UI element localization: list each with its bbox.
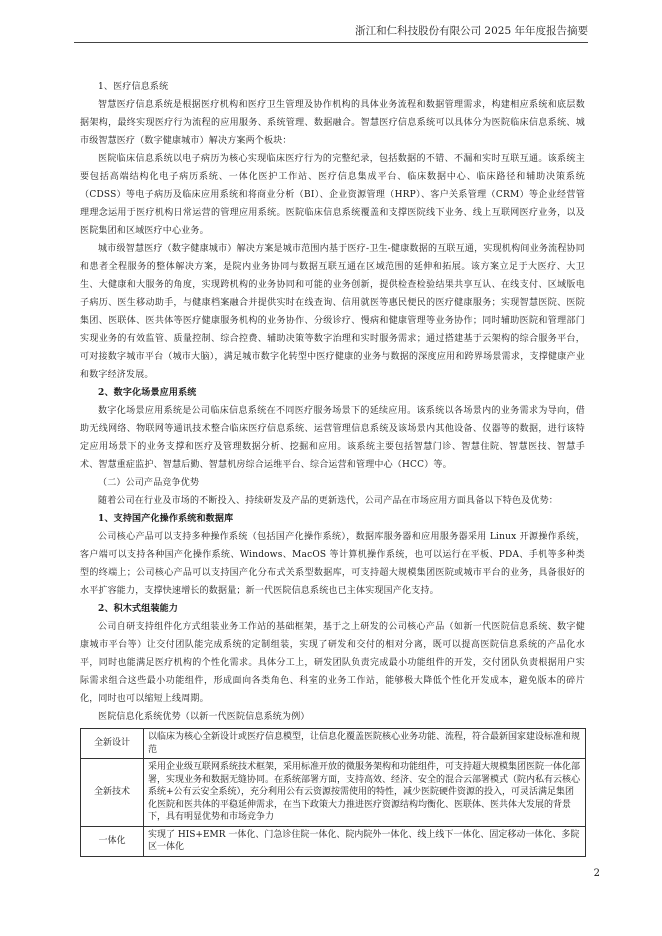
paragraph: 医院临床信息系统以电子病历为核心实现临床医疗行为的完整纪录，包括数据的不错、不漏和实时互联互通。该系统主要包括高端结构化电子病历系统、一体化医护工作站、医疗信息集成平台、临床数据中心、临床路径和辅助决策系统（CDSS）等电子病历及临床应用系统和将商业分析（BI）、企业资源管理（HRP）、客户关系管理（CRM）等企业经营管理理念运用于医疗机构日常运营的管理应用系统。医院临床信息系统覆盖和支撑医院线下业务、线上互联网医疗业务，以及医院集团和区域医疗中心业务。 [80, 154, 585, 236]
paragraph: 公司核心产品可以支持多种操作系统（包括国产化操作系统），数据库服务器和应用服务器采用 Linux 开源操作系统，客户端可以支持各种国产化操作系统、Windows、MacOS 等计算机操作系统，也可以运行在平板、PDA、手机等多种类型的终端上；公司核心产品可以支持国产化分布式关系型数据库，可支持超大规模集团医院或城市平台的业务，具备很好的水平扩容能力，支撑快速增长的数据量；新一代医院信息系统也已主体实现国产化支持。 [80, 532, 585, 596]
section-heading: 1、医疗信息系统 [98, 82, 169, 92]
paragraph: 城市级智慧医疗（数字健康城市）解决方案是城市范围内基于医疗-卫生-健康数据的互联互通，实现机构间业务流程协同和患者全程服务的整体解决方案，是院内业务协同与数据互联互通在区域范围的延伸和拓展。该方案立足于大医疗、大卫生、大健康和大服务的角度，实现跨机构的业务协同和可能的业务创新，提供检查检验结果共享互认、在线支付、区域版电子病历、医生移动助手，与健康档案融合并提供实时在线查询、信用就医等惠民便民的医疗健康服务；实现智慧医院、医院集团、医联体、医共体等医疗健康服务机构的业务协作、分级诊疗、慢病和健康管理等业务协作；同时辅助医院和管理部门实现业务的有效监管、质量控制、综合控费、辅助决策等数字治理和实时服务需求；通过搭建基于云架构的综合服务平台，可对接数字城市平台（城市大脑），满足城市数字化转型中医疗健康的业务与数据的深度应用和跨界场景需求，支撑健康产业和数字经济发展。 [80, 244, 585, 380]
row-text: 采用企业级互联网系统技术框架，采用标准开放的微服务架构和功能组件，可支持超大规模集团医院一体化部署，实现业务和数据无缝协同。在系统部署方面，支持高效、经济、安全的混合云部署模式（院内私有云核心系统+公有云安全系统），充分利用公有云资源按需使用的特性，减少医院硬件资源的投入，可灵活满足集团化医院和医共体的平稳延伸需求，在当下政策大力推进医疗资源结构均衡化、医联体、医共体大发展的背景下，具有明显优势和市场竞争力 [144, 759, 586, 827]
row-label: 全新技术 [81, 759, 144, 827]
table-row [81, 759, 586, 827]
document-body [80, 78, 585, 857]
paragraph: 智慧医疗信息系统是根据医疗机构和医疗卫生管理及协作机构的具体业务流程和数据管理需求，构建相应系统和底层数据架构，最终实现医疗行为流程的应用服务、系统管理、数据融合。智慧医疗信息系统可以具体分为医院临床信息系统、城市级智慧医疗（数字健康城市）解决方案两个板块： [80, 100, 585, 146]
paragraph: 公司自研支持组件化方式组装业务工作站的基础框架，基于之上研发的公司核心产品（如新一代医院信息系统、数字健康城市平台等）让交付团队能完成系统的定制组装，实现了研发和交付的相对分离，既可以提高医院信息系统的产品化水平，同时也能满足医疗机构的个性化需求。具体分工上，研发团队负责完成最小功能组件的开发，交付团队负责根据用户实际需求组合这些最小功能组件，形成面向各类角色、科室的业务工作站，能够极大降低个性化开发成本，避免版本的碎片化，同时也可以缩短上线周期。 [80, 622, 585, 704]
table-caption: 医院信息化系统优势（以新一代医院信息系统为例） [98, 712, 310, 722]
row-label: 全新设计 [81, 729, 144, 759]
page-number: 2 [593, 868, 600, 879]
advantages-table [80, 728, 586, 857]
section-heading: 2、数字化场景应用系统 [98, 388, 197, 398]
section-heading: （二）公司产品竞争优势 [98, 478, 200, 488]
row-text: 实现了 HIS+EMR 一体化、门急诊住院一体化、院内院外一体化、线上线下一体化、固定移动一体化、多院区一体化 [144, 826, 586, 856]
subsection-heading: 2、积木式组装能力 [98, 604, 179, 614]
row-text: 以临床为核心全新设计或医疗信息模型，让信息化覆盖医院核心业务功能、流程，符合最新国家建设标准和规范 [144, 729, 586, 759]
table-row [81, 729, 586, 759]
paragraph: 数字化场景应用系统是公司临床信息系统在不同医疗服务场景下的延续应用。该系统以各场景内的业务需求为导向，借助无线网络、物联网等通讯技术整合临床医疗信息系统、运营管理信息系统及该场景内其他设备、仪器等的数据，进行该特定应用场景下的业务支撑和医疗及管理数据分析、挖掘和应用。该系统主要包括智慧门诊、智慧住院、智慧医技、智慧手术、智慧重症监护、智慧后勤、智慧机房综合运维平台、综合运营和管理中心（HCC）等。 [80, 406, 585, 470]
table-row [81, 826, 586, 856]
report-title: 浙江和仁科技股份有限公司 2025 年年度报告摘要 [355, 25, 588, 37]
paragraph: 随着公司在行业及市场的不断投入、持续研发及产品的更新迭代，公司产品在市场应用方面具备以下特色及优势： [98, 496, 559, 506]
subsection-heading: 1、支持国产化操作系统和数据库 [98, 514, 234, 524]
row-label: 一体化 [81, 826, 144, 856]
page-header [74, 20, 588, 43]
